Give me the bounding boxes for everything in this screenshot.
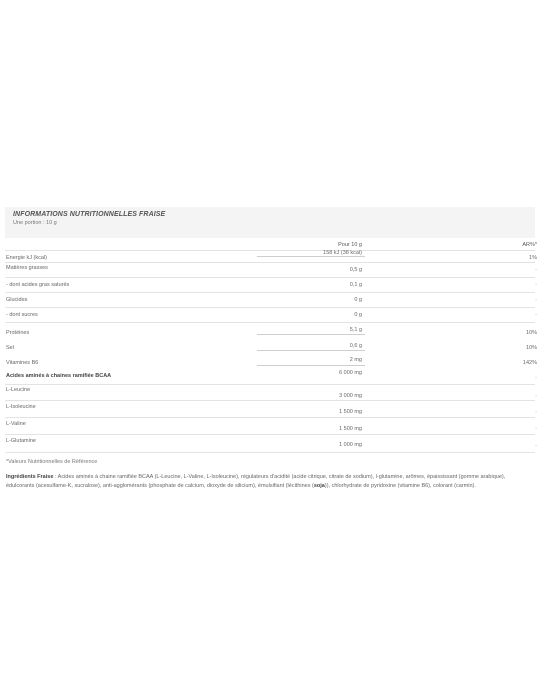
row-label: Protéines <box>6 330 30 336</box>
ingredients-text <box>6 473 532 491</box>
table-row <box>5 435 535 453</box>
row-value: 5,1 g <box>349 327 362 333</box>
row-value: 1 500 mg <box>339 409 362 415</box>
ingredients-label: Ingrédients Fraise <box>6 474 54 480</box>
row-label: Matières grasses <box>6 265 48 271</box>
nutrition-title: INFORMATIONS NUTRITIONNELLES FRAISE <box>13 211 166 218</box>
row-divider <box>5 452 535 453</box>
value-underline <box>257 365 365 366</box>
table-row <box>5 308 535 323</box>
row-ar: - <box>535 409 537 415</box>
row-ar: - <box>535 282 537 288</box>
row-label: L-Leucine <box>6 387 31 393</box>
row-value: 6 000 mg <box>339 370 362 376</box>
row-value: 2 mg <box>349 357 362 363</box>
row-value: 0,1 g <box>349 282 362 288</box>
value-underline <box>257 350 365 351</box>
row-ar: - <box>535 267 537 273</box>
ingredients-part-1: : Acides aminés à chaine ramifiée BCAA (L-Leucine, L-Valine, L-Isoleucine), régulateurs d'acidité (acide citrique, citrate de sodium), l-glutamine, arômes, épaississant (gomme arabique), édulcorants (acesulfame-K, sucralose), anti-agglomérants (phosphate de calcium, dioxyde de silicium), émulsifiant (lécithines ( <box>6 474 506 489</box>
nutrition-panel <box>5 207 535 491</box>
row-label: L-Valine <box>6 421 26 427</box>
table-row <box>5 370 535 385</box>
row-label: L-Isoleucine <box>6 404 36 410</box>
row-label: Sel <box>6 345 14 351</box>
table-row <box>5 355 535 370</box>
row-ar: - <box>535 426 537 432</box>
row-ar: 1% <box>529 255 537 261</box>
table-row <box>5 263 535 278</box>
table-row <box>5 340 535 355</box>
table-row <box>5 293 535 308</box>
column-header-per: Pour 10 g <box>338 242 362 248</box>
row-ar: - <box>535 312 537 318</box>
nutrition-table <box>5 242 535 453</box>
row-ar: 10% <box>525 345 537 351</box>
row-value: 0,5 g <box>349 267 362 273</box>
table-row <box>5 251 535 263</box>
nutrition-header <box>5 207 535 238</box>
allergen-text: soja <box>313 483 325 489</box>
row-value: 0 g <box>354 312 362 318</box>
table-row <box>5 418 535 435</box>
column-header-ar: AR%* <box>522 242 537 248</box>
table-row <box>5 401 535 418</box>
row-ar: 10% <box>525 330 537 336</box>
row-value: 0,6 g <box>349 343 362 349</box>
row-value: 0 g <box>354 297 362 303</box>
row-value: 3 000 mg <box>339 393 362 399</box>
row-label: - dont sucres <box>6 312 38 318</box>
row-label: L-Glutamine <box>6 438 36 444</box>
row-label: Energie kJ (kcal) <box>6 255 47 261</box>
table-row <box>5 385 535 401</box>
row-ar: - <box>535 297 537 303</box>
row-ar: 142% <box>522 360 537 366</box>
serving-size: Une portion : 10 g <box>13 220 57 226</box>
value-underline <box>257 256 365 257</box>
footnote: *Valeurs Nutritionnelles de Référence <box>6 459 98 465</box>
value-underline <box>257 334 365 335</box>
row-ar: - <box>535 443 537 449</box>
row-label: Acides aminés à chaines ramifiée BCAA <box>6 373 112 379</box>
ingredients-part-2: )), chlorhydrate de pyridoxine (vitamine B6), colorant (carmin). <box>324 483 476 489</box>
table-row <box>5 278 535 293</box>
row-ar: - <box>535 393 537 399</box>
row-value: 1 000 mg <box>339 442 362 448</box>
table-row <box>5 323 535 340</box>
row-label: Glucides <box>6 297 28 303</box>
row-ar: - <box>535 375 537 381</box>
row-label: Vitamines B6 <box>6 360 39 366</box>
row-value: 1 500 mg <box>339 426 362 432</box>
row-value: 158 kJ (38 kcal) <box>323 250 362 256</box>
row-label: - dont acides gras saturés <box>6 282 70 288</box>
